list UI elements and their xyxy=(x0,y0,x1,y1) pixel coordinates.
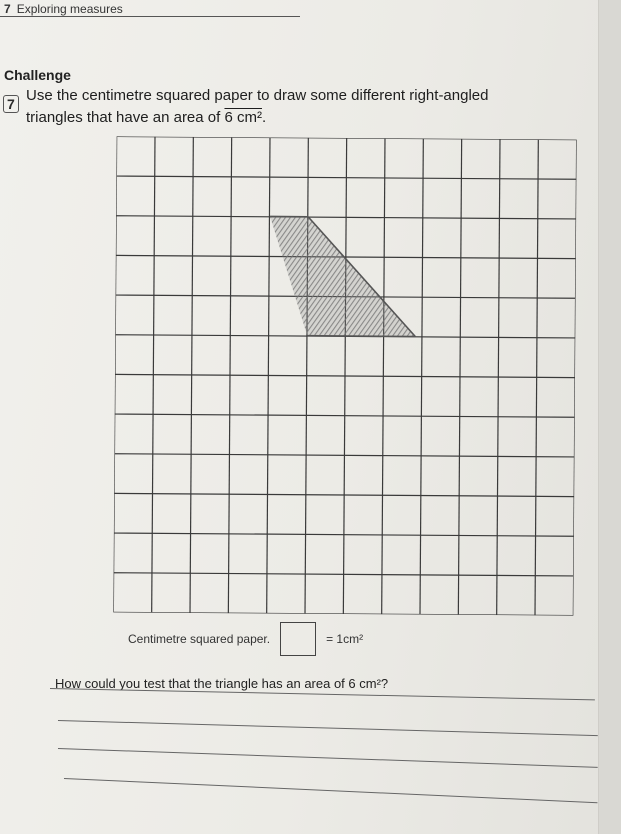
centimetre-squared-paper[interactable] xyxy=(113,136,576,615)
section-header xyxy=(4,2,123,16)
caption-label: Centimetre squared paper. xyxy=(128,632,271,646)
shaded-triangle xyxy=(269,216,416,336)
grid-lines xyxy=(113,136,576,615)
section-number: 7 xyxy=(4,2,11,16)
grid-svg[interactable] xyxy=(113,136,576,615)
header-rule xyxy=(0,16,300,17)
followup-question: How could you test that the triangle has an area of 6 cm²? xyxy=(55,676,389,691)
unit-square-equals: = 1cm² xyxy=(326,632,364,646)
unit-square-icon xyxy=(280,622,316,656)
grid-caption xyxy=(128,622,363,656)
question-text-line2 xyxy=(26,109,266,126)
question-text-line1: Use the centimetre squared paper to draw some different right-angled xyxy=(26,87,489,104)
question-text-suffix: . xyxy=(261,109,267,126)
section-title: Exploring measures xyxy=(16,2,123,16)
challenge-heading: Challenge xyxy=(4,67,71,83)
question-number-badge: 7 xyxy=(3,95,19,113)
adjacent-page-edge xyxy=(598,0,621,834)
question-text-prefix: triangles that have an area of xyxy=(26,109,225,126)
area-value: 6 cm² xyxy=(224,109,262,126)
